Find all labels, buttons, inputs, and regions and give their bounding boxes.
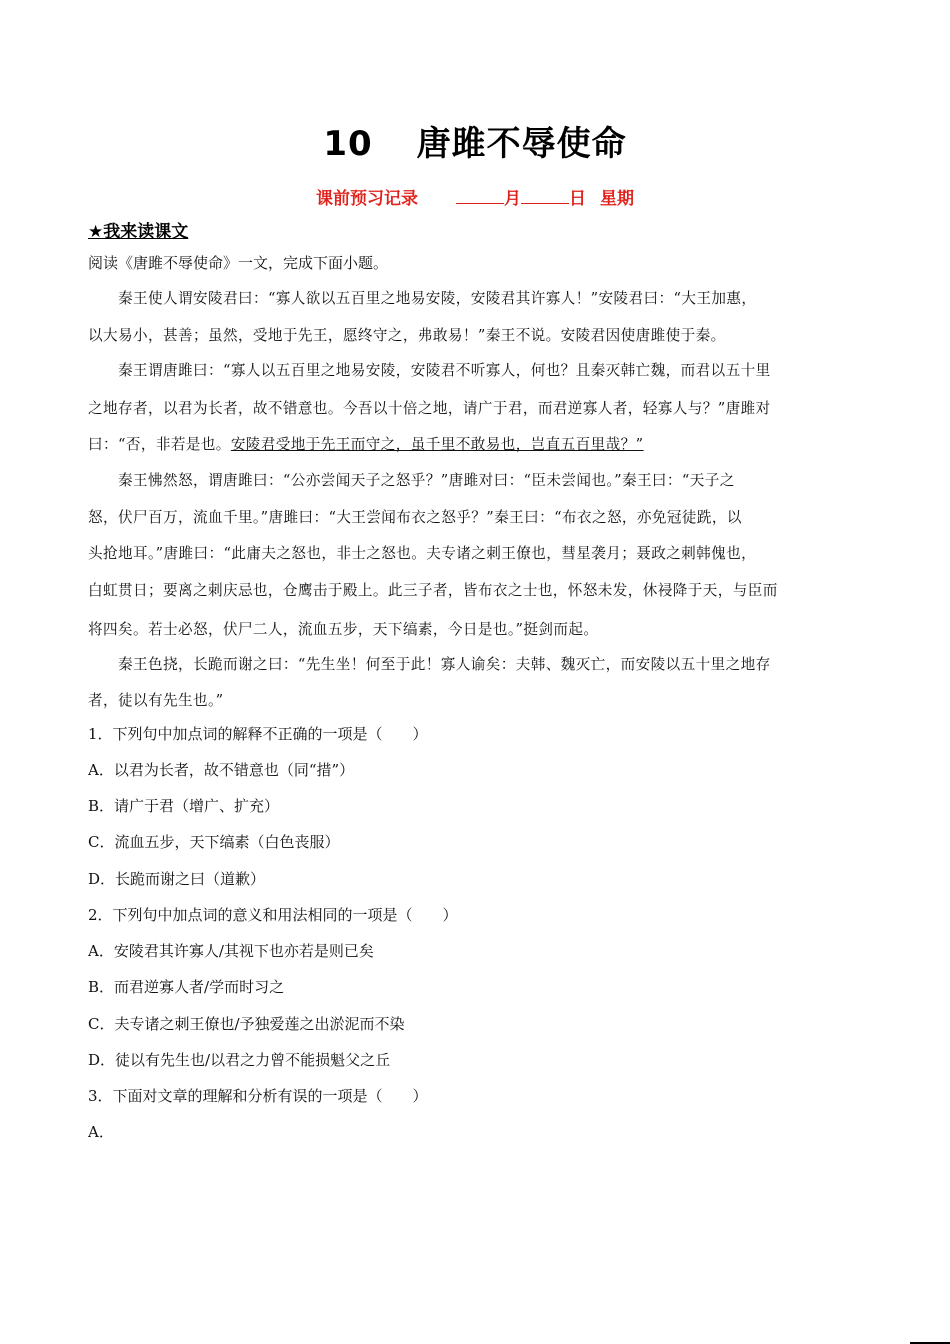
passage-line: 秦王色挠，长跪而谢之曰：“先生坐！何至于此！寡人谕矣：夫韩、魏灭亡，而安陵以五十里之地存	[118, 656, 771, 673]
passage-line: 以大易小，甚善；虽然，受地于先王，愿终守之，弗敢易！”秦王不说。安陵君因使唐雎使于秦。	[88, 327, 726, 344]
passage-line	[88, 433, 860, 454]
passage-line: 秦王怫然怒，谓唐雎曰：“公亦尝闻天子之怒乎？”唐雎对曰：“臣未尝闻也。”秦王曰：“天子之	[118, 472, 735, 489]
month-blank[interactable]	[456, 189, 504, 204]
preview-record-line	[0, 184, 950, 209]
underlined-sentence: 安陵君受地于先王而守之，虽千里不敢易也，岂直五百里哉？”	[230, 436, 644, 453]
passage-line: 秦王使人谓安陵君曰：“寡人欲以五百里之地易安陵，安陵君其许寡人！”安陵君曰：“大王加惠，	[118, 290, 757, 307]
intro-line: 阅读《唐雎不辱使命》一文，完成下面小题。	[88, 254, 389, 272]
q2-option-d[interactable]: D．徒以有先生也/以君之力曾不能损魁父之丘	[88, 1051, 391, 1069]
passage-line: 秦王谓唐雎曰：“寡人以五百里之地易安陵，安陵君不听寡人，何也？且秦灭韩亡魏，而君以五十里	[118, 362, 771, 379]
q1-option-a[interactable]: A．以君为长者，故不错意也（同“措”）	[88, 761, 355, 779]
passage-line: 之地存者，以君为长者，故不错意也。今吾以十倍之地，请广于君，而君逆寡人者，轻寡人与？”唐雎对	[88, 400, 771, 417]
section-heading: ★我来读课文	[88, 222, 189, 242]
page-title	[0, 116, 950, 165]
q3-option-a[interactable]: A．	[88, 1123, 114, 1141]
lesson-number: 10	[323, 124, 373, 164]
passage-line: 将四矣。若士必怒，伏尸二人，流血五步，天下缟素，今日是也。”挺剑而起。	[88, 621, 599, 638]
passage-text: 曰：“否，非若是也。	[88, 436, 231, 453]
q2-option-b[interactable]: B．而君逆寡人者/学而时习之	[88, 978, 285, 996]
day-blank[interactable]	[521, 189, 569, 204]
question-1: 1．下列句中加点词的解释不正确的一项是（ ）	[88, 725, 428, 743]
q1-option-c[interactable]: C．流血五步，天下缟素（白色丧服）	[88, 833, 340, 851]
q2-option-c[interactable]: C．夫专诸之刺王僚也/予独爱莲之出淤泥而不染	[88, 1015, 405, 1033]
passage-line: 头抢地耳。”唐雎曰：“此庸夫之怒也，非士之怒也。夫专诸之刺王僚也，彗星袭月；聂政之刺韩傀也，	[88, 545, 757, 562]
day-label: 日	[569, 189, 586, 209]
month-label: 月	[504, 189, 521, 209]
passage-line: 者，徒以有先生也。”	[88, 692, 224, 709]
week-label: 星期	[600, 189, 634, 209]
question-2: 2．下列句中加点词的意义和用法相同的一项是（ ）	[88, 906, 458, 924]
lesson-title: 唐雎不辱使命	[416, 124, 627, 164]
question-3: 3．下面对文章的理解和分析有误的一项是（ ）	[88, 1087, 428, 1105]
passage-line: 白虹贯日；要离之刺庆忌也，仓鹰击于殿上。此三子者，皆布衣之士也，怀怒未发，休祲降于天，与臣而	[88, 582, 778, 599]
q1-option-d[interactable]: D．长跪而谢之曰（道歉）	[88, 870, 266, 888]
passage-line: 怒，伏尸百万，流血千里。”唐雎曰：“大王尝闻布衣之怒乎？”秦王曰：“布衣之怒，亦免冠徒跣，以	[88, 509, 742, 526]
q2-option-a[interactable]: A．安陵君其许寡人/其视下也亦若是则已矣	[88, 942, 374, 960]
preview-label: 课前预习记录	[316, 189, 418, 209]
q1-option-b[interactable]: B．请广于君（增广、扩充）	[88, 797, 280, 815]
